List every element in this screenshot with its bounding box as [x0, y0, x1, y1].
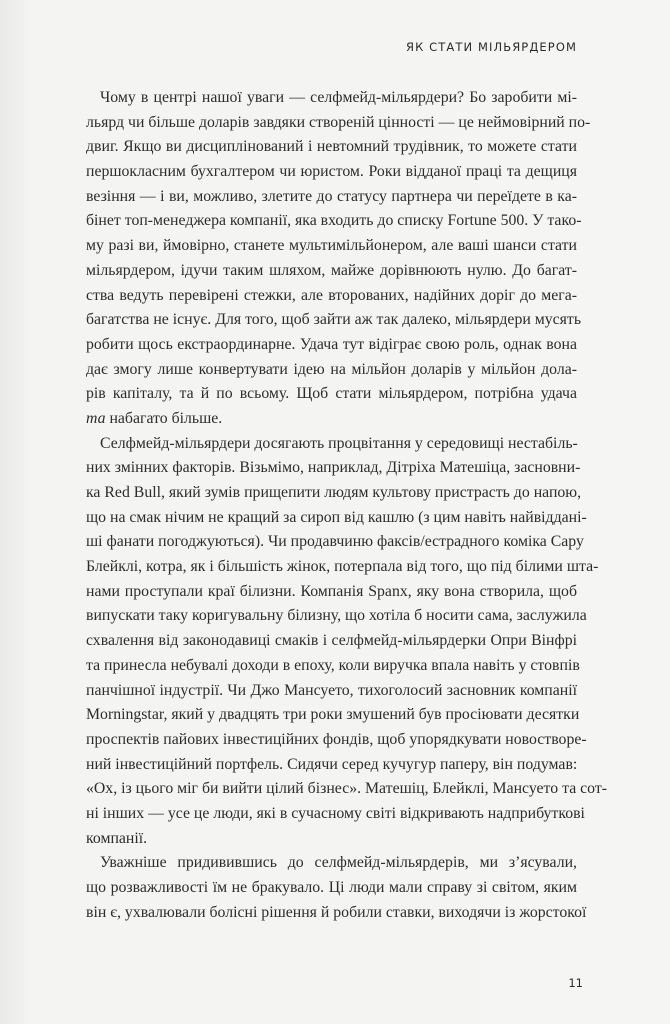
text-line: Селфмейд-мільярдери досягають процвітання у середовищі нестабіль-	[100, 434, 578, 452]
text-line: му разі ви, ймовірно, станете мультимільйонером, але ваші шанси стати	[86, 237, 577, 255]
body-text	[86, 86, 608, 925]
text-line: двиг. Якщо ви дисциплінований і невтомний трудівник, то можете стати	[86, 138, 577, 156]
page-number: 11	[568, 976, 583, 990]
text-line: схвалення від законодавиці смаків і селфмейд-мільярдерки Опри Вінфрі	[86, 632, 577, 650]
text-line: Блейклі, котра, як і більшість жінок, потерпала від того, що під білими шта-	[86, 558, 599, 576]
paragraph	[86, 851, 587, 925]
text-line: «Ох, із цього міг би вийти цілий бізнес». Матешіц, Блейклі, Мансуето та сот-	[86, 780, 608, 798]
paragraph	[86, 86, 591, 432]
text-line: компанії.	[86, 829, 148, 847]
text-line: проспектів пайових інвестиційних фондів, щоб упорядкувати новостворе-	[86, 730, 587, 748]
text-line: панчішної індустрії. Чи Джо Мансуето, тихоголосий засновник компанії	[86, 681, 577, 699]
text-line: що на смак нічим не кращий за сироп від кашлю (з цим навіть найвіддані-	[86, 508, 587, 526]
text-line: них змінних факторів. Візьмімо, наприклад, Дітріха Матешіца, засновни-	[86, 459, 581, 477]
text-line: багатства не існує. Для того, щоб зайти аж так далеко, мільярдери мусять	[86, 311, 582, 329]
text-line: ка Red Bull, який зумів прищепити людям культову пристрасть до напою,	[86, 484, 582, 501]
running-head: ЯК СТАТИ МІЛЬЯРДЕРОМ	[406, 40, 577, 54]
text-line: першокласним бухгалтером чи юристом. Роки відданої праці та дещиця	[86, 163, 577, 181]
text-line: Чому в центрі нашої уваги — селфмейд-мільярдери? Бо заробити мі-	[100, 89, 577, 106]
text-line: ші фанати погоджуються). Чи продавчиню факсів/естрадного коміка Сару	[86, 533, 584, 551]
text-line: Morningstar, який у двадцять три роки змушений був просіювати десятки	[86, 706, 580, 724]
italic-emphasis: та	[86, 409, 106, 427]
text-line: робити щось екстраординарне. Удача тут відіграє свою роль, однак вона	[86, 335, 577, 353]
text-line	[86, 407, 577, 432]
text-line: нами проступали краї білизни. Компанія Spanx, яку вона створила, щоб	[86, 582, 577, 600]
text-line: везіння — і ви, можливо, злетите до статусу партнера чи переїдете в ка-	[86, 187, 577, 205]
text-span: набагато більше.	[105, 409, 223, 427]
text-line: ні інших — усе це люди, які в сучасному світі відкривають надприбуткові	[86, 804, 585, 822]
text-line: рів капіталу, та й по всьому. Щоб стати мільярдером, потрібна удача	[86, 385, 577, 403]
text-line: випускати таку коригувальну білизну, що хотіла б носити сама, заслужила	[86, 607, 587, 625]
paragraph	[86, 432, 608, 852]
text-line: він є, ухвалювали болісні рішення й робили ставки, виходячи із жорстокої	[86, 903, 587, 921]
text-line: мільярдером, ідучи таким шляхом, майже дорівнюють нулю. До багат-	[86, 261, 577, 279]
text-line: льярд чи більше доларів завдяки створеній цінності — це неймовірний по-	[86, 113, 591, 131]
text-line: та принесла небувалі доходи в епоху, коли виручка впала навіть у стовпів	[86, 656, 580, 674]
text-line: дає змогу лише конвертувати ідею на мільйон доларів у мільйон дола-	[86, 360, 577, 378]
text-line: що розважливості їм не бракувало. Ці люди мали справу зі світом, яким	[86, 879, 577, 896]
text-line: бінет топ-менеджера компанії, яка входить до списку Fortune 500. У тако-	[86, 212, 582, 230]
text-line: ний інвестиційний портфель. Сидячи серед кучугур паперу, він подумав:	[86, 755, 578, 773]
text-line: ства ведуть перевірені стежки, але второваних, надійних доріг до мега-	[86, 286, 577, 304]
text-line: Уважніше придивившись до селфмейд-мільярдерів, ми з’ясували,	[100, 854, 577, 872]
